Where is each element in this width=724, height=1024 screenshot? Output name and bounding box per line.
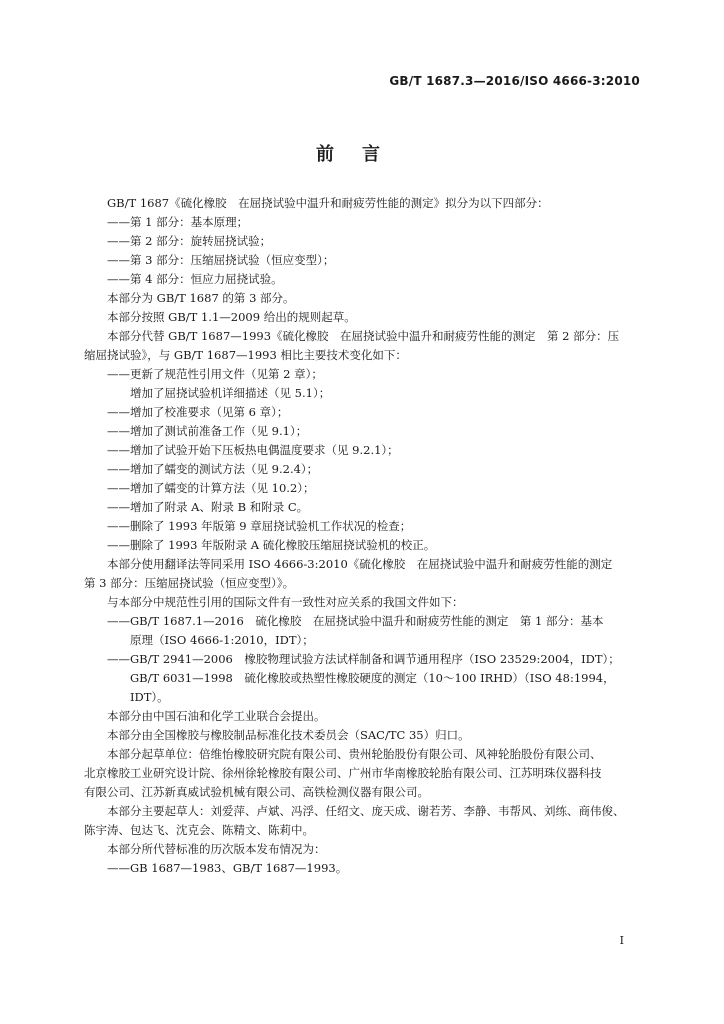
paragraph-line: 北京橡胶工业研究设计院、徐州徐轮橡胶有限公司、广州市华南橡胶轮胎有限公司、江苏明珠仪器科技 xyxy=(84,766,602,780)
list-item: ——删除了 1993 年版第 9 章屈挠试验机工作状况的检查； xyxy=(107,519,412,533)
paragraph-line: 原理（ISO 4666-1:2010，IDT）； xyxy=(130,633,314,647)
paragraph-line: 本部分使用翻译法等同采用 ISO 4666-3:2010《硫化橡胶 在屈挠试验中温升和耐疲劳性能的测定 xyxy=(107,557,613,571)
paragraph-line: 本部分起草单位：倍维怡橡胶研究院有限公司、贵州轮胎股份有限公司、风神轮胎股份有限公司、 xyxy=(107,747,602,761)
list-item: ——GB/T 1687.1—2016 硫化橡胶 在屈挠试验中温升和耐疲劳性能的测定 第 1 部分：基本 xyxy=(107,614,604,628)
list-item: ——增加了附录 A、附录 B 和附录 C。 xyxy=(107,500,309,514)
list-item: ——第 4 部分：恒应力屈挠试验。 xyxy=(107,272,283,286)
paragraph-line: IDT）。 xyxy=(130,690,169,704)
page-number: I xyxy=(619,934,624,947)
page-title: 前言 xyxy=(316,144,408,165)
paragraph-line: 第 3 部分：压缩屈挠试验（恒应变型）》。 xyxy=(84,576,295,590)
paragraph-line: 本部分所代替标准的历次版本发布情况为： xyxy=(107,842,326,856)
list-item: ——GB/T 2941—2006 橡胶物理试验方法试样制备和调节通用程序（ISO 23529:2004，IDT）； xyxy=(107,652,620,666)
list-item: ——第 3 部分：压缩屈挠试验（恒应变型）； xyxy=(107,253,335,267)
paragraph-line: 本部分由全国橡胶与橡胶制品标准化技术委员会（SAC/TC 35）归口。 xyxy=(107,728,470,742)
paragraph-line: 有限公司、江苏新真威试验机械有限公司、高铁检测仪器有限公司。 xyxy=(84,785,429,799)
paragraph-line: 本部分由中国石油和化学工业联合会提出。 xyxy=(107,709,326,723)
paragraph-line: 增加了屈挠试验机详细描述（见 5.1）； xyxy=(130,386,331,400)
paragraph-line: 与本部分中规范性引用的国际文件有一致性对应关系的我国文件如下： xyxy=(107,595,464,609)
list-item: ——增加了蠕变的计算方法（见 10.2）； xyxy=(107,481,315,495)
paragraph-line: GB/T 6031—1998 硫化橡胶或热塑性橡胶硬度的测定（10～100 IRHD）（ISO 48:1994， xyxy=(130,671,615,685)
paragraph-line: 本部分主要起草人：刘爱萍、卢斌、冯浮、任绍文、庞天成、谢若芳、李静、韦帮风、刘练、商伟俊、 xyxy=(107,804,625,818)
list-item: ——删除了 1993 年版附录 A 硫化橡胶压缩屈挠试验机的校正。 xyxy=(107,538,436,552)
list-item: ——更新了规范性引用文件（见第 2 章）； xyxy=(107,367,323,381)
paragraph-line: 缩屈挠试验》，与 GB/T 1687—1993 相比主要技术变化如下： xyxy=(84,348,407,362)
list-item: ——增加了校准要求（见第 6 章）； xyxy=(107,405,289,419)
standard-code-header: GB/T 1687.3—2016/ISO 4666-3:2010 xyxy=(389,74,640,88)
list-item: ——增加了试验开始下压板热电偶温度要求（见 9.2.1）； xyxy=(107,443,399,457)
paragraph-line: 陈宇涛、包达飞、沈克会、陈精文、陈莉中。 xyxy=(84,823,314,837)
list-item: ——第 1 部分：基本原理； xyxy=(107,215,249,229)
list-item: ——增加了蠕变的测试方法（见 9.2.4）； xyxy=(107,462,319,476)
list-item: ——第 2 部分：旋转屈挠试验； xyxy=(107,234,272,248)
document-body xyxy=(84,194,644,878)
list-item: ——GB 1687—1983、GB/T 1687—1993。 xyxy=(107,861,348,875)
paragraph-line: 本部分代替 GB/T 1687—1993《硫化橡胶 在屈挠试验中温升和耐疲劳性能的测定 第 2 部分：压 xyxy=(107,329,620,343)
list-item: ——增加了测试前准备工作（见 9.1）； xyxy=(107,424,308,438)
paragraph-line: GB/T 1687《硫化橡胶 在屈挠试验中温升和耐疲劳性能的测定》拟分为以下四部分： xyxy=(107,196,549,210)
paragraph-line: 本部分按照 GB/T 1.1—2009 给出的规则起草。 xyxy=(107,310,356,324)
paragraph-line: 本部分为 GB/T 1687 的第 3 部分。 xyxy=(107,291,295,305)
